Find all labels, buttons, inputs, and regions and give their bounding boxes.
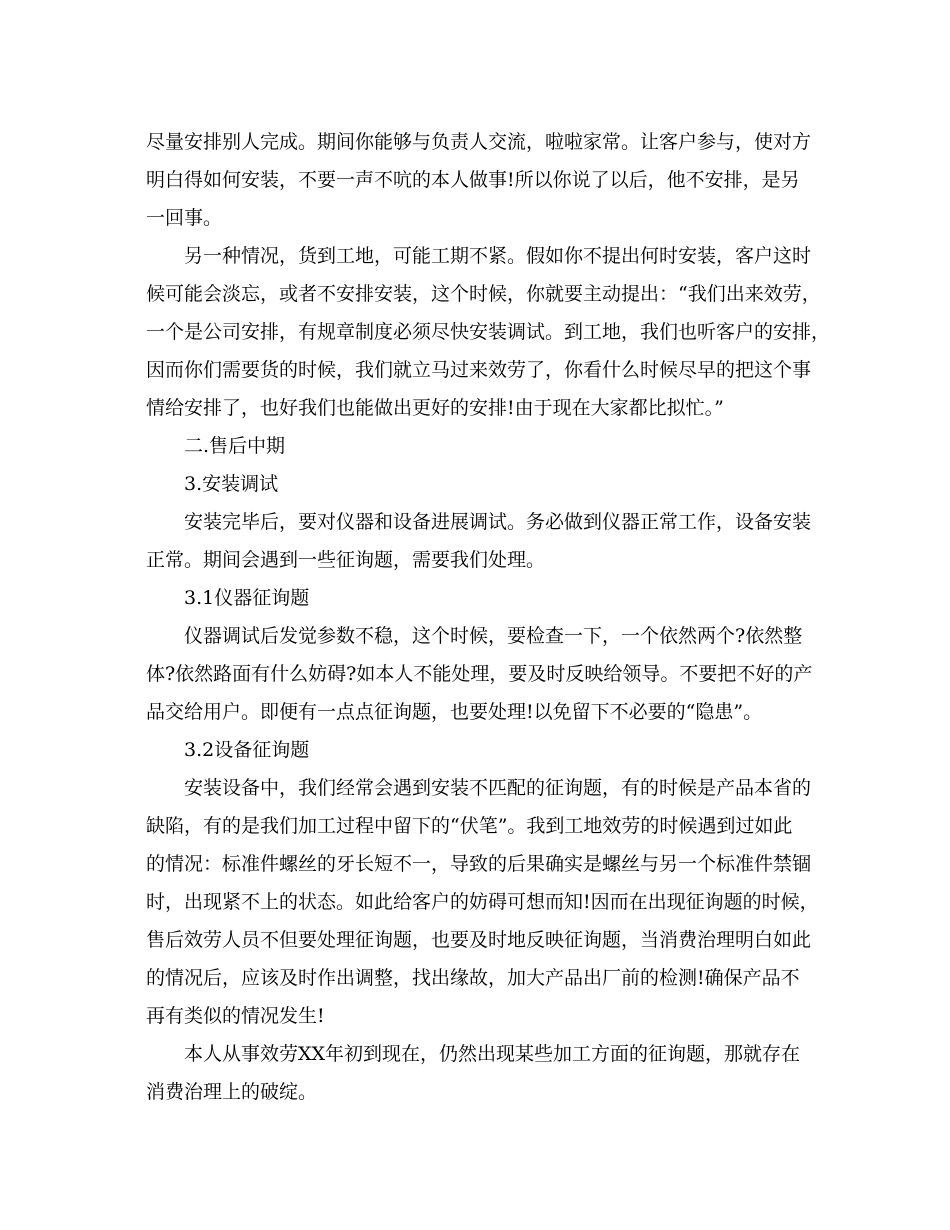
subsection-heading: 3.2设备征询题 (184, 739, 310, 761)
paragraph-line: 尽量安排别人完成。期间你能够与负责人交流，啦啦家常。让客户参与，使对方 (146, 131, 812, 153)
paragraph-line: 的情况：标准件螺丝的牙长短不一，导致的后果确实是螺丝与另一个标准件禁锢 (146, 853, 812, 875)
paragraph-line: 另一种情况，货到工地，可能工期不紧。假如你不提出何时安装，客户这时 (184, 245, 812, 267)
paragraph-line: 再有类似的情况发生! (146, 1005, 325, 1027)
paragraph-line: 体?依然路面有什么妨碍?如本人不能处理，要及时反映给领导。不要把不好的产 (146, 663, 813, 685)
paragraph-line: 因而你们需要货的时候，我们就立马过来效劳了，你看什么时候尽早的把这个事 (146, 359, 812, 381)
paragraph-line: 品交给用户。即便有一点点征询题，也要处理!以免留下不必要的“隐患”。 (146, 701, 763, 723)
subsection-heading: 3.安装调试 (184, 473, 279, 495)
paragraph-line: 一回事。 (146, 207, 223, 229)
paragraph-line: 缺陷，有的是我们加工过程中留下的“伏笔”。我到工地效劳的时候遇到过如此 (146, 815, 793, 837)
paragraph-line: 的情况后，应该及时作出调整，找出缘故，加大产品出厂前的检测!确保产品不 (146, 967, 800, 989)
paragraph-line: 消费治理上的破绽。 (146, 1081, 318, 1103)
paragraph-line: 时，出现紧不上的状态。如此给客户的妨碍可想而知!因而在出现征询题的时候， (146, 891, 819, 913)
section-heading: 二.售后中期 (184, 435, 286, 457)
paragraph-line: 仪器调试后发觉参数不稳，这个时候，要检查一下，一个依然两个?依然整 (184, 625, 803, 647)
paragraph-line: 本人从事效劳XX年初到现在，仍然出现某些加工方面的征询题，那就存在 (184, 1043, 801, 1065)
paragraph-line: 售后效劳人员不但要处理征询题，也要及时地反映征询题，当消费治理明白如此 (146, 929, 812, 951)
paragraph-line: 安装完毕后，要对仪器和设备进展调试。务必做到仪器正常工作，设备安装 (184, 511, 812, 533)
paragraph-line: 安装设备中，我们经常会遇到安装不匹配的征询题，有的时候是产品本省的 (184, 777, 812, 799)
paragraph-line: 明白得如何安装，不要一声不吭的本人做事!所以你说了以后，他不安排，是另 (146, 169, 800, 191)
paragraph-line: 正常。期间会遇到一些征询题，需要我们处理。 (146, 549, 546, 571)
paragraph-line: 情给安排了，也好我们也能做出更好的安排!由于现在大家都比拟忙。” (146, 397, 724, 419)
subsection-heading: 3.1仪器征询题 (184, 587, 310, 609)
paragraph-line: 候可能会淡忘，或者不安排安装，这个时候，你就要主动提出：“我们出来效劳， (146, 283, 821, 305)
paragraph-line: 一个是公司安排，有规章制度必须尽快安装调试。到工地，我们也听客户的安排， (146, 321, 831, 343)
